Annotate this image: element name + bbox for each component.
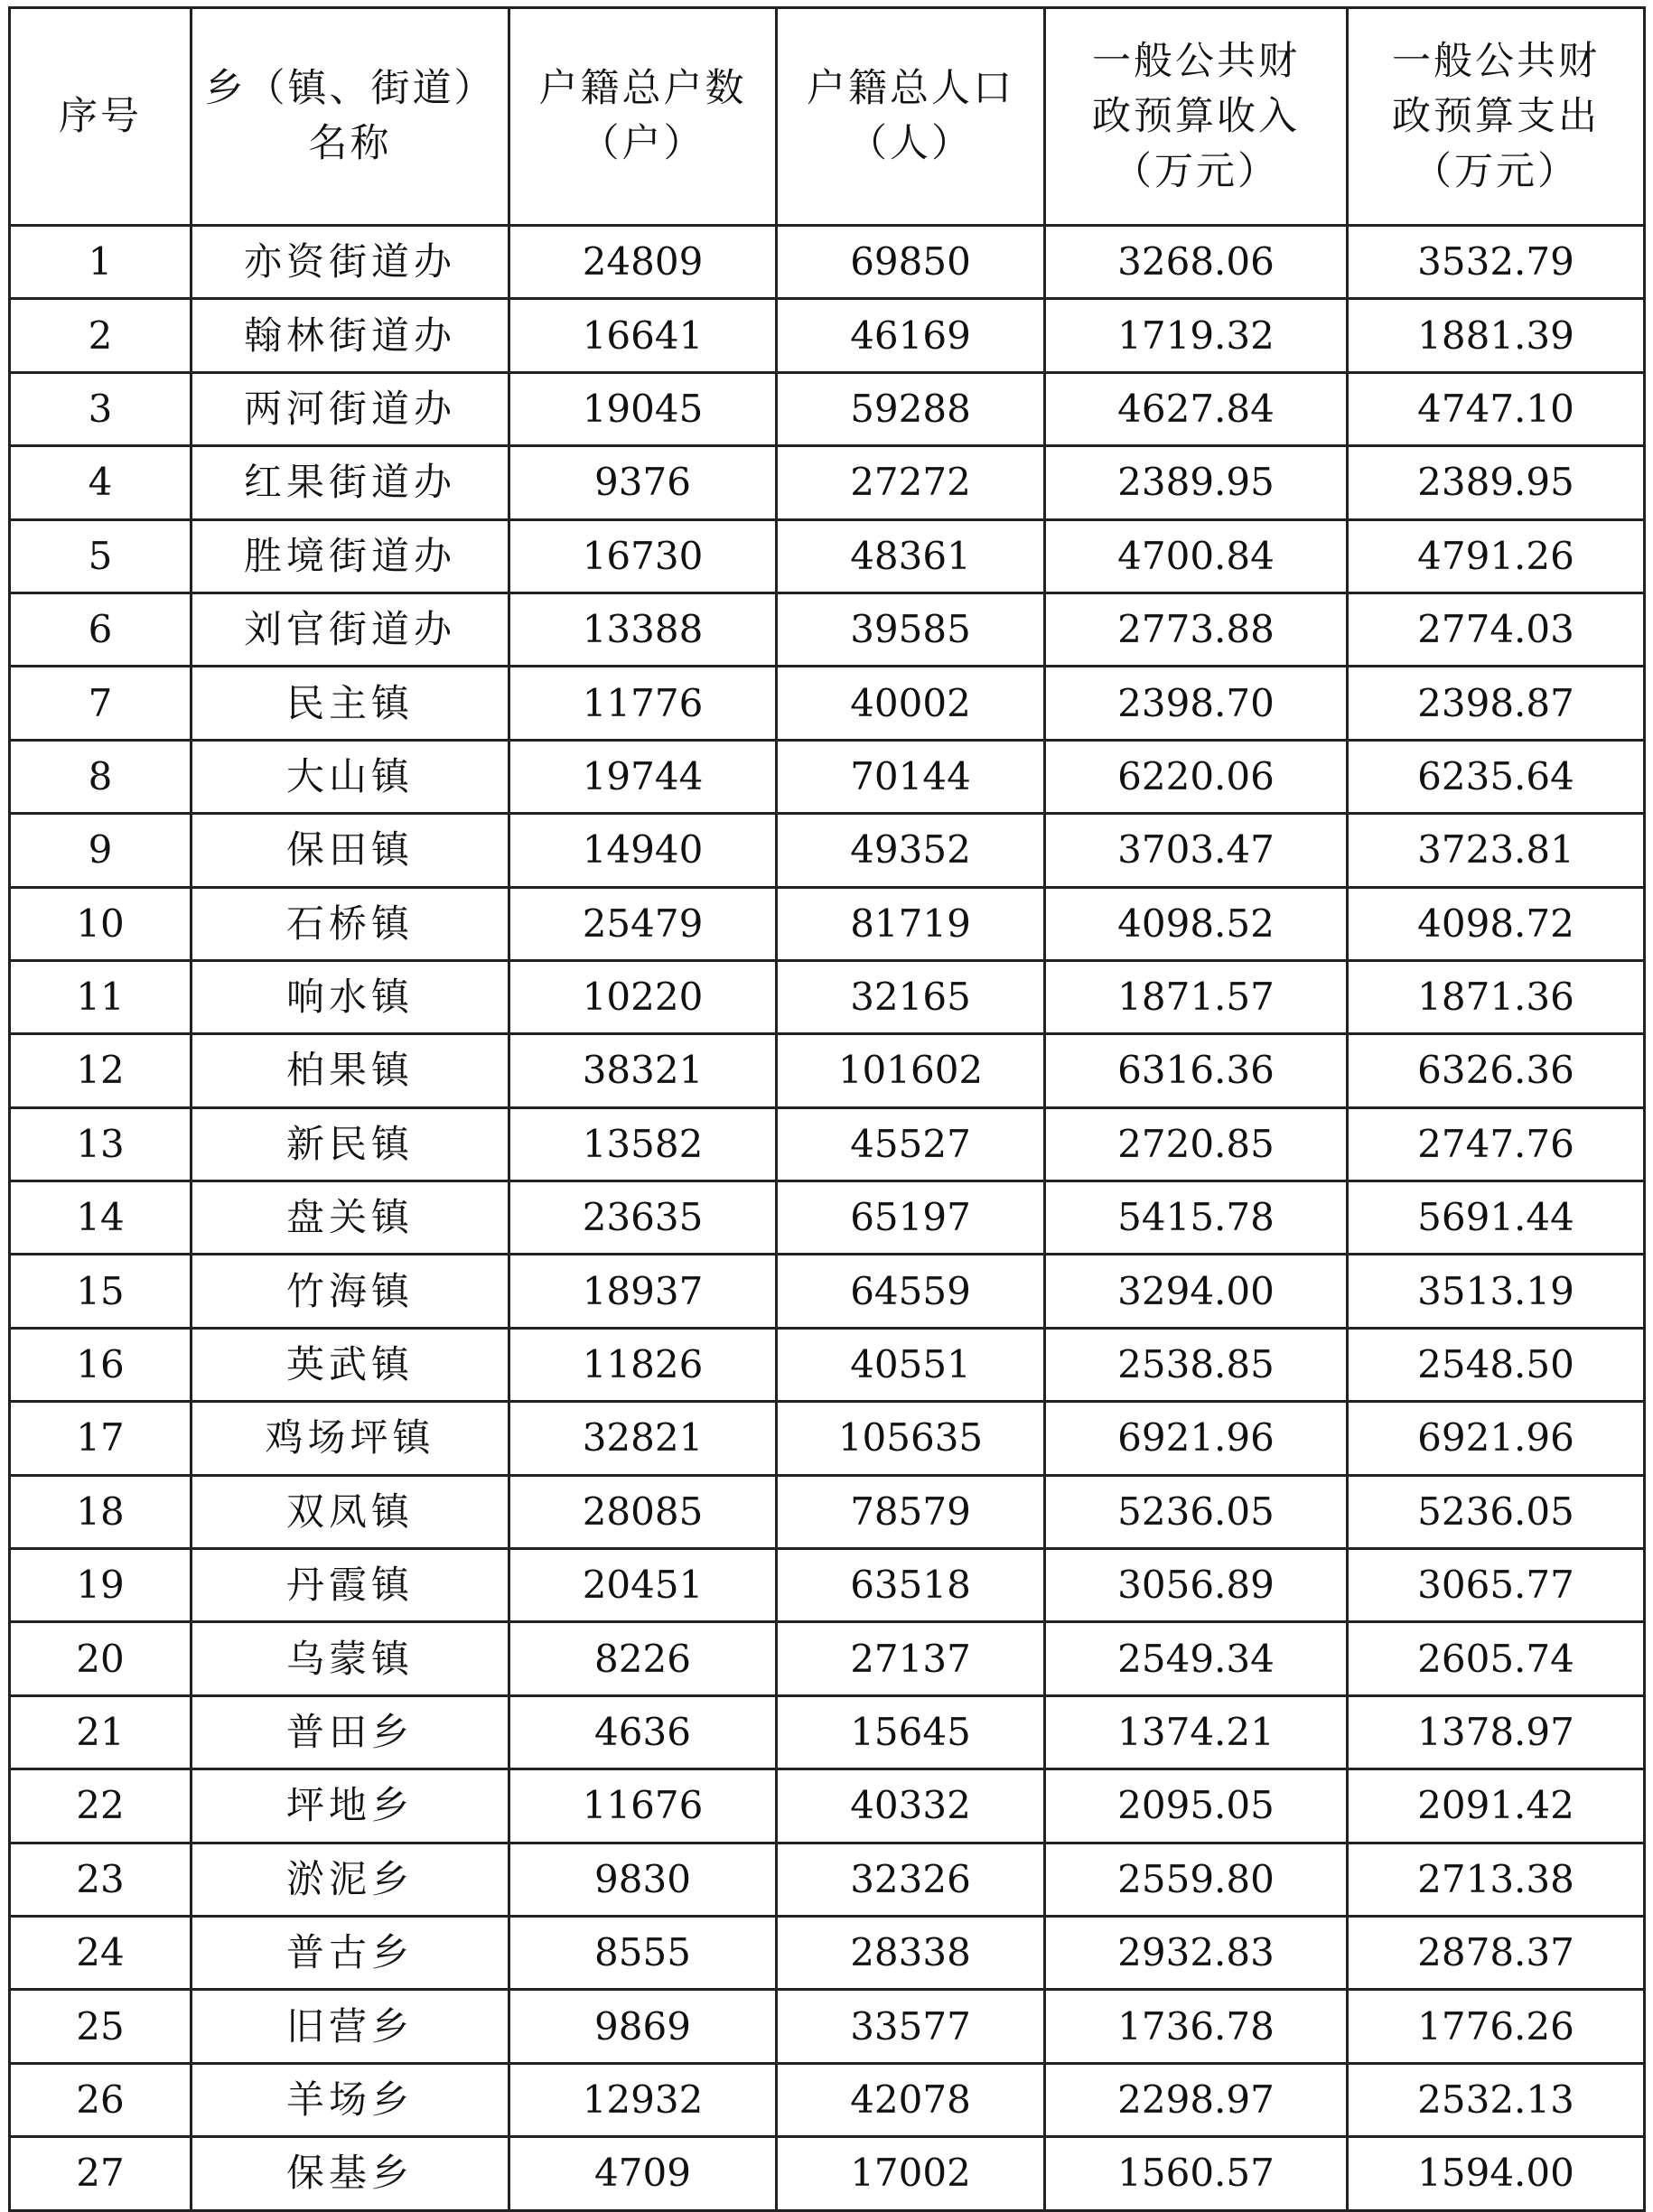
households-cell: 9376 — [509, 446, 777, 519]
revenue-cell: 2389.95 — [1045, 446, 1348, 519]
population-cell: 39585 — [777, 593, 1045, 666]
population-cell: 48361 — [777, 519, 1045, 593]
serial-cell: 3 — [10, 372, 191, 445]
table-row — [10, 1916, 1645, 1989]
population-cell: 101602 — [777, 1034, 1045, 1107]
township-name-cell: 丹霞镇 — [191, 1549, 509, 1622]
population-cell: 27272 — [777, 446, 1045, 519]
header-budget-revenue: 一般公共财 政预算收入 （万元） — [1045, 8, 1348, 226]
expenditure-cell: 2389.95 — [1348, 446, 1645, 519]
households-cell: 10220 — [509, 960, 777, 1033]
serial-cell: 25 — [10, 1990, 191, 2063]
expenditure-cell: 2091.42 — [1348, 1769, 1645, 1843]
population-cell: 46169 — [777, 299, 1045, 372]
table-row — [10, 1255, 1645, 1328]
households-cell: 11826 — [509, 1328, 777, 1401]
expenditure-cell: 4747.10 — [1348, 372, 1645, 445]
population-cell: 17002 — [777, 2137, 1045, 2210]
revenue-cell: 3056.89 — [1045, 1549, 1348, 1622]
table-row — [10, 1990, 1645, 2063]
revenue-cell: 2398.70 — [1045, 667, 1348, 740]
township-name-cell: 盘关镇 — [191, 1181, 509, 1255]
township-name-cell: 双凤镇 — [191, 1475, 509, 1548]
households-cell: 9830 — [509, 1843, 777, 1916]
population-cell: 40002 — [777, 667, 1045, 740]
township-name-cell: 胜境街道办 — [191, 519, 509, 593]
households-cell: 19744 — [509, 740, 777, 813]
population-cell: 70144 — [777, 740, 1045, 813]
expenditure-cell: 1776.26 — [1348, 1990, 1645, 2063]
expenditure-cell: 1378.97 — [1348, 1695, 1645, 1769]
revenue-cell: 5236.05 — [1045, 1475, 1348, 1548]
table-row — [10, 740, 1645, 813]
serial-cell: 7 — [10, 667, 191, 740]
households-cell: 18937 — [509, 1255, 777, 1328]
table-row — [10, 1695, 1645, 1769]
township-name-cell: 柏果镇 — [191, 1034, 509, 1107]
population-cell: 42078 — [777, 2063, 1045, 2136]
households-cell: 24809 — [509, 226, 777, 299]
revenue-cell: 1374.21 — [1045, 1695, 1348, 1769]
serial-cell: 8 — [10, 740, 191, 813]
revenue-cell: 6220.06 — [1045, 740, 1348, 813]
revenue-cell: 4098.52 — [1045, 887, 1348, 960]
table-row — [10, 372, 1645, 445]
revenue-cell: 3703.47 — [1045, 814, 1348, 887]
expenditure-cell: 4791.26 — [1348, 519, 1645, 593]
population-cell: 45527 — [777, 1107, 1045, 1181]
township-name-cell: 竹海镇 — [191, 1255, 509, 1328]
revenue-cell: 2538.85 — [1045, 1328, 1348, 1401]
population-cell: 33577 — [777, 1990, 1045, 2063]
households-cell: 4709 — [509, 2137, 777, 2210]
table-row — [10, 1622, 1645, 1695]
households-cell: 14940 — [509, 814, 777, 887]
expenditure-cell: 2398.87 — [1348, 667, 1645, 740]
township-name-cell: 羊场乡 — [191, 2063, 509, 2136]
serial-cell: 19 — [10, 1549, 191, 1622]
households-cell: 8226 — [509, 1622, 777, 1695]
township-name-cell: 普古乡 — [191, 1916, 509, 1989]
serial-cell: 27 — [10, 2137, 191, 2210]
serial-cell: 9 — [10, 814, 191, 887]
households-cell: 32821 — [509, 1402, 777, 1475]
revenue-cell: 6316.36 — [1045, 1034, 1348, 1107]
households-cell: 16641 — [509, 299, 777, 372]
revenue-cell: 1871.57 — [1045, 960, 1348, 1033]
population-cell: 40332 — [777, 1769, 1045, 1843]
population-cell: 15645 — [777, 1695, 1045, 1769]
serial-cell: 15 — [10, 1255, 191, 1328]
expenditure-cell: 6326.36 — [1348, 1034, 1645, 1107]
finance-table-container — [8, 6, 1646, 2212]
households-cell: 20451 — [509, 1549, 777, 1622]
table-row — [10, 2137, 1645, 2210]
table-row — [10, 1402, 1645, 1475]
households-cell: 11676 — [509, 1769, 777, 1843]
table-row — [10, 593, 1645, 666]
expenditure-cell: 3065.77 — [1348, 1549, 1645, 1622]
expenditure-cell: 2548.50 — [1348, 1328, 1645, 1401]
households-cell: 16730 — [509, 519, 777, 593]
population-cell: 105635 — [777, 1402, 1045, 1475]
population-cell: 81719 — [777, 887, 1045, 960]
serial-cell: 11 — [10, 960, 191, 1033]
serial-cell: 21 — [10, 1695, 191, 1769]
table-row — [10, 814, 1645, 887]
table-row — [10, 226, 1645, 299]
expenditure-cell: 2713.38 — [1348, 1843, 1645, 1916]
expenditure-cell: 6235.64 — [1348, 740, 1645, 813]
revenue-cell: 2559.80 — [1045, 1843, 1348, 1916]
expenditure-cell: 3723.81 — [1348, 814, 1645, 887]
township-name-cell: 刘官街道办 — [191, 593, 509, 666]
header-serial-number: 序号 — [10, 8, 191, 226]
households-cell: 19045 — [509, 372, 777, 445]
table-row — [10, 299, 1645, 372]
serial-cell: 6 — [10, 593, 191, 666]
table-row — [10, 1475, 1645, 1548]
township-name-cell: 英武镇 — [191, 1328, 509, 1401]
township-finance-table — [8, 6, 1646, 2212]
expenditure-cell: 2532.13 — [1348, 2063, 1645, 2136]
header-township-name: 乡（镇、街道） 名称 — [191, 8, 509, 226]
serial-cell: 10 — [10, 887, 191, 960]
population-cell: 63518 — [777, 1549, 1045, 1622]
expenditure-cell: 2605.74 — [1348, 1622, 1645, 1695]
serial-cell: 2 — [10, 299, 191, 372]
township-name-cell: 红果街道办 — [191, 446, 509, 519]
revenue-cell: 5415.78 — [1045, 1181, 1348, 1255]
households-cell: 38321 — [509, 1034, 777, 1107]
population-cell: 64559 — [777, 1255, 1045, 1328]
township-name-cell: 保基乡 — [191, 2137, 509, 2210]
township-name-cell: 响水镇 — [191, 960, 509, 1033]
households-cell: 8555 — [509, 1916, 777, 1989]
expenditure-cell: 5236.05 — [1348, 1475, 1645, 1548]
population-cell: 59288 — [777, 372, 1045, 445]
serial-cell: 13 — [10, 1107, 191, 1181]
serial-cell: 24 — [10, 1916, 191, 1989]
expenditure-cell: 3513.19 — [1348, 1255, 1645, 1328]
header-households: 户籍总户数 （户） — [509, 8, 777, 226]
expenditure-cell: 2774.03 — [1348, 593, 1645, 666]
township-name-cell: 保田镇 — [191, 814, 509, 887]
table-row — [10, 960, 1645, 1033]
households-cell: 25479 — [509, 887, 777, 960]
serial-cell: 17 — [10, 1402, 191, 1475]
expenditure-cell: 4098.72 — [1348, 887, 1645, 960]
serial-cell: 5 — [10, 519, 191, 593]
expenditure-cell: 5691.44 — [1348, 1181, 1645, 1255]
households-cell: 28085 — [509, 1475, 777, 1548]
serial-cell: 4 — [10, 446, 191, 519]
population-cell: 78579 — [777, 1475, 1045, 1548]
expenditure-cell: 2878.37 — [1348, 1916, 1645, 1989]
revenue-cell: 3294.00 — [1045, 1255, 1348, 1328]
serial-cell: 22 — [10, 1769, 191, 1843]
table-row — [10, 667, 1645, 740]
table-row — [10, 887, 1645, 960]
population-cell: 27137 — [777, 1622, 1045, 1695]
revenue-cell: 2549.34 — [1045, 1622, 1348, 1695]
revenue-cell: 1736.78 — [1045, 1990, 1348, 2063]
households-cell: 23635 — [509, 1181, 777, 1255]
township-name-cell: 旧营乡 — [191, 1990, 509, 2063]
serial-cell: 1 — [10, 226, 191, 299]
households-cell: 4636 — [509, 1695, 777, 1769]
serial-cell: 23 — [10, 1843, 191, 1916]
population-cell: 69850 — [777, 226, 1045, 299]
expenditure-cell: 1594.00 — [1348, 2137, 1645, 2210]
township-name-cell: 淤泥乡 — [191, 1843, 509, 1916]
revenue-cell: 4700.84 — [1045, 519, 1348, 593]
table-row — [10, 1843, 1645, 1916]
township-name-cell: 鸡场坪镇 — [191, 1402, 509, 1475]
table-row — [10, 1549, 1645, 1622]
township-name-cell: 大山镇 — [191, 740, 509, 813]
table-row — [10, 519, 1645, 593]
table-row — [10, 1769, 1645, 1843]
revenue-cell: 2095.05 — [1045, 1769, 1348, 1843]
expenditure-cell: 1871.36 — [1348, 960, 1645, 1033]
township-name-cell: 亦资街道办 — [191, 226, 509, 299]
serial-cell: 16 — [10, 1328, 191, 1401]
expenditure-cell: 6921.96 — [1348, 1402, 1645, 1475]
serial-cell: 20 — [10, 1622, 191, 1695]
revenue-cell: 2720.85 — [1045, 1107, 1348, 1181]
population-cell: 32165 — [777, 960, 1045, 1033]
households-cell: 9869 — [509, 1990, 777, 2063]
table-row — [10, 1107, 1645, 1181]
township-name-cell: 石桥镇 — [191, 887, 509, 960]
population-cell: 40551 — [777, 1328, 1045, 1401]
revenue-cell: 1719.32 — [1045, 299, 1348, 372]
township-name-cell: 翰林街道办 — [191, 299, 509, 372]
township-name-cell: 民主镇 — [191, 667, 509, 740]
table-row — [10, 1181, 1645, 1255]
table-row — [10, 1328, 1645, 1401]
revenue-cell: 3268.06 — [1045, 226, 1348, 299]
table-row — [10, 2063, 1645, 2136]
serial-cell: 26 — [10, 2063, 191, 2136]
population-cell: 65197 — [777, 1181, 1045, 1255]
population-cell: 49352 — [777, 814, 1045, 887]
table-row — [10, 1034, 1645, 1107]
households-cell: 11776 — [509, 667, 777, 740]
households-cell: 12932 — [509, 2063, 777, 2136]
table-body — [10, 226, 1645, 2211]
header-population: 户籍总人口 （人） — [777, 8, 1045, 226]
population-cell: 28338 — [777, 1916, 1045, 1989]
township-name-cell: 两河街道办 — [191, 372, 509, 445]
township-name-cell: 普田乡 — [191, 1695, 509, 1769]
township-name-cell: 乌蒙镇 — [191, 1622, 509, 1695]
serial-cell: 18 — [10, 1475, 191, 1548]
expenditure-cell: 3532.79 — [1348, 226, 1645, 299]
revenue-cell: 2932.83 — [1045, 1916, 1348, 1989]
revenue-cell: 2298.97 — [1045, 2063, 1348, 2136]
table-row — [10, 446, 1645, 519]
revenue-cell: 2773.88 — [1045, 593, 1348, 666]
revenue-cell: 4627.84 — [1045, 372, 1348, 445]
township-name-cell: 坪地乡 — [191, 1769, 509, 1843]
expenditure-cell: 2747.76 — [1348, 1107, 1645, 1181]
header-row — [10, 8, 1645, 226]
serial-cell: 12 — [10, 1034, 191, 1107]
population-cell: 32326 — [777, 1843, 1045, 1916]
revenue-cell: 1560.57 — [1045, 2137, 1348, 2210]
header-budget-expenditure: 一般公共财 政预算支出 （万元） — [1348, 8, 1645, 226]
households-cell: 13388 — [509, 593, 777, 666]
expenditure-cell: 1881.39 — [1348, 299, 1645, 372]
serial-cell: 14 — [10, 1181, 191, 1255]
revenue-cell: 6921.96 — [1045, 1402, 1348, 1475]
township-name-cell: 新民镇 — [191, 1107, 509, 1181]
households-cell: 13582 — [509, 1107, 777, 1181]
